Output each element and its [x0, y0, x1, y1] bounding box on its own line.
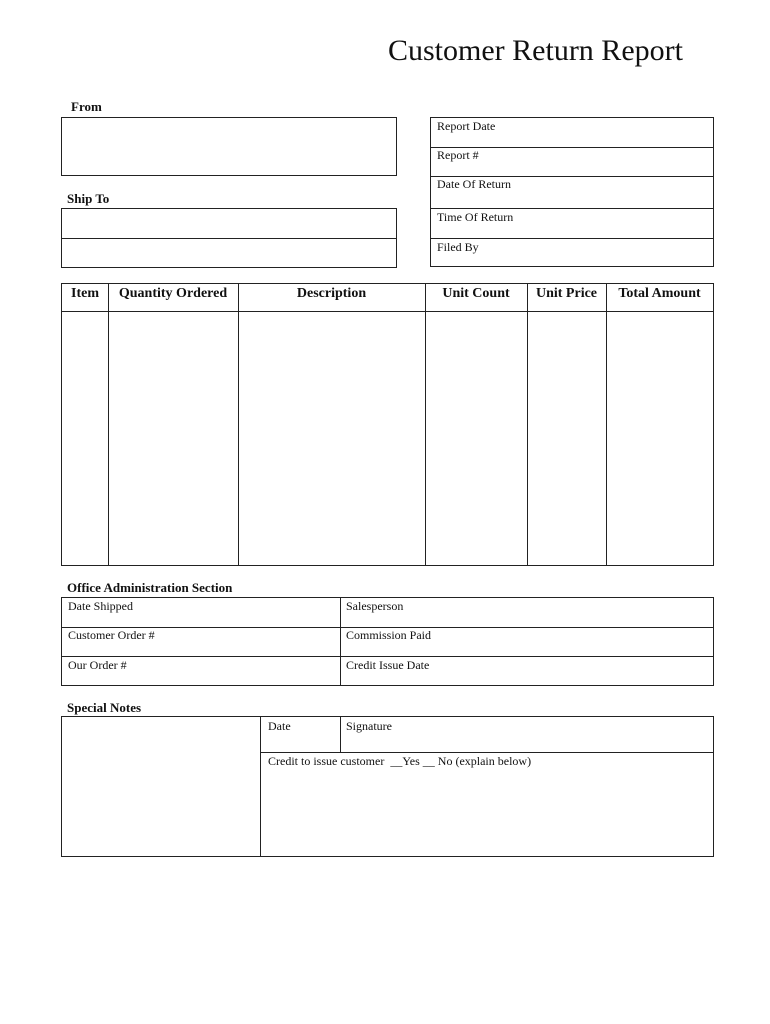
column-divider: [527, 284, 528, 565]
column-divider: [606, 284, 607, 565]
column-divider: [340, 598, 341, 685]
report-number-label: Report #: [437, 148, 479, 162]
notes-divider: [260, 717, 261, 856]
ship-to-field[interactable]: [61, 208, 397, 268]
office-section-heading: Office Administration Section: [67, 580, 233, 595]
customer-order-label: Customer Order #: [68, 628, 155, 642]
notes-date-label: Date: [268, 719, 291, 733]
report-date-label: Report Date: [437, 119, 496, 133]
divider: [431, 208, 713, 209]
special-notes-heading: Special Notes: [67, 700, 142, 715]
ship-to-label: Ship To: [67, 191, 110, 206]
ship-to-divider: [62, 238, 396, 239]
column-divider: [238, 284, 239, 565]
divider: [62, 656, 713, 657]
commission-paid-label: Commission Paid: [346, 628, 432, 642]
header-item: Item: [71, 286, 99, 301]
date-of-return-label: Date Of Return: [437, 177, 511, 191]
time-of-return-label: Time Of Return: [437, 210, 514, 224]
column-divider: [108, 284, 109, 565]
credit-issue-date-label: Credit Issue Date: [346, 658, 430, 672]
header-description: Description: [296, 286, 367, 301]
credit-to-issue-text: Credit to issue customer __Yes __ No (explain below): [268, 754, 532, 768]
office-section-table: [61, 597, 714, 686]
header-total-amount: Total Amount: [618, 286, 701, 301]
divider: [260, 752, 713, 753]
from-field[interactable]: [61, 117, 397, 176]
our-order-label: Our Order #: [68, 658, 127, 672]
salesperson-label: Salesperson: [346, 599, 404, 613]
signature-label: Signature: [346, 719, 392, 733]
table-header-divider: [62, 311, 713, 312]
header-unit-price: Unit Price: [535, 286, 598, 301]
report-info-box: [430, 117, 714, 267]
page-title: Customer Return Report: [388, 34, 683, 67]
filed-by-label: Filed By: [437, 240, 479, 254]
divider: [431, 238, 713, 239]
special-notes-table: [61, 716, 714, 857]
header-quantity-ordered: Quantity Ordered: [118, 286, 228, 301]
date-shipped-label: Date Shipped: [68, 599, 133, 613]
column-divider: [425, 284, 426, 565]
from-label: From: [71, 99, 102, 114]
header-unit-count: Unit Count: [442, 286, 510, 301]
divider: [340, 717, 341, 752]
items-table: [61, 283, 714, 566]
